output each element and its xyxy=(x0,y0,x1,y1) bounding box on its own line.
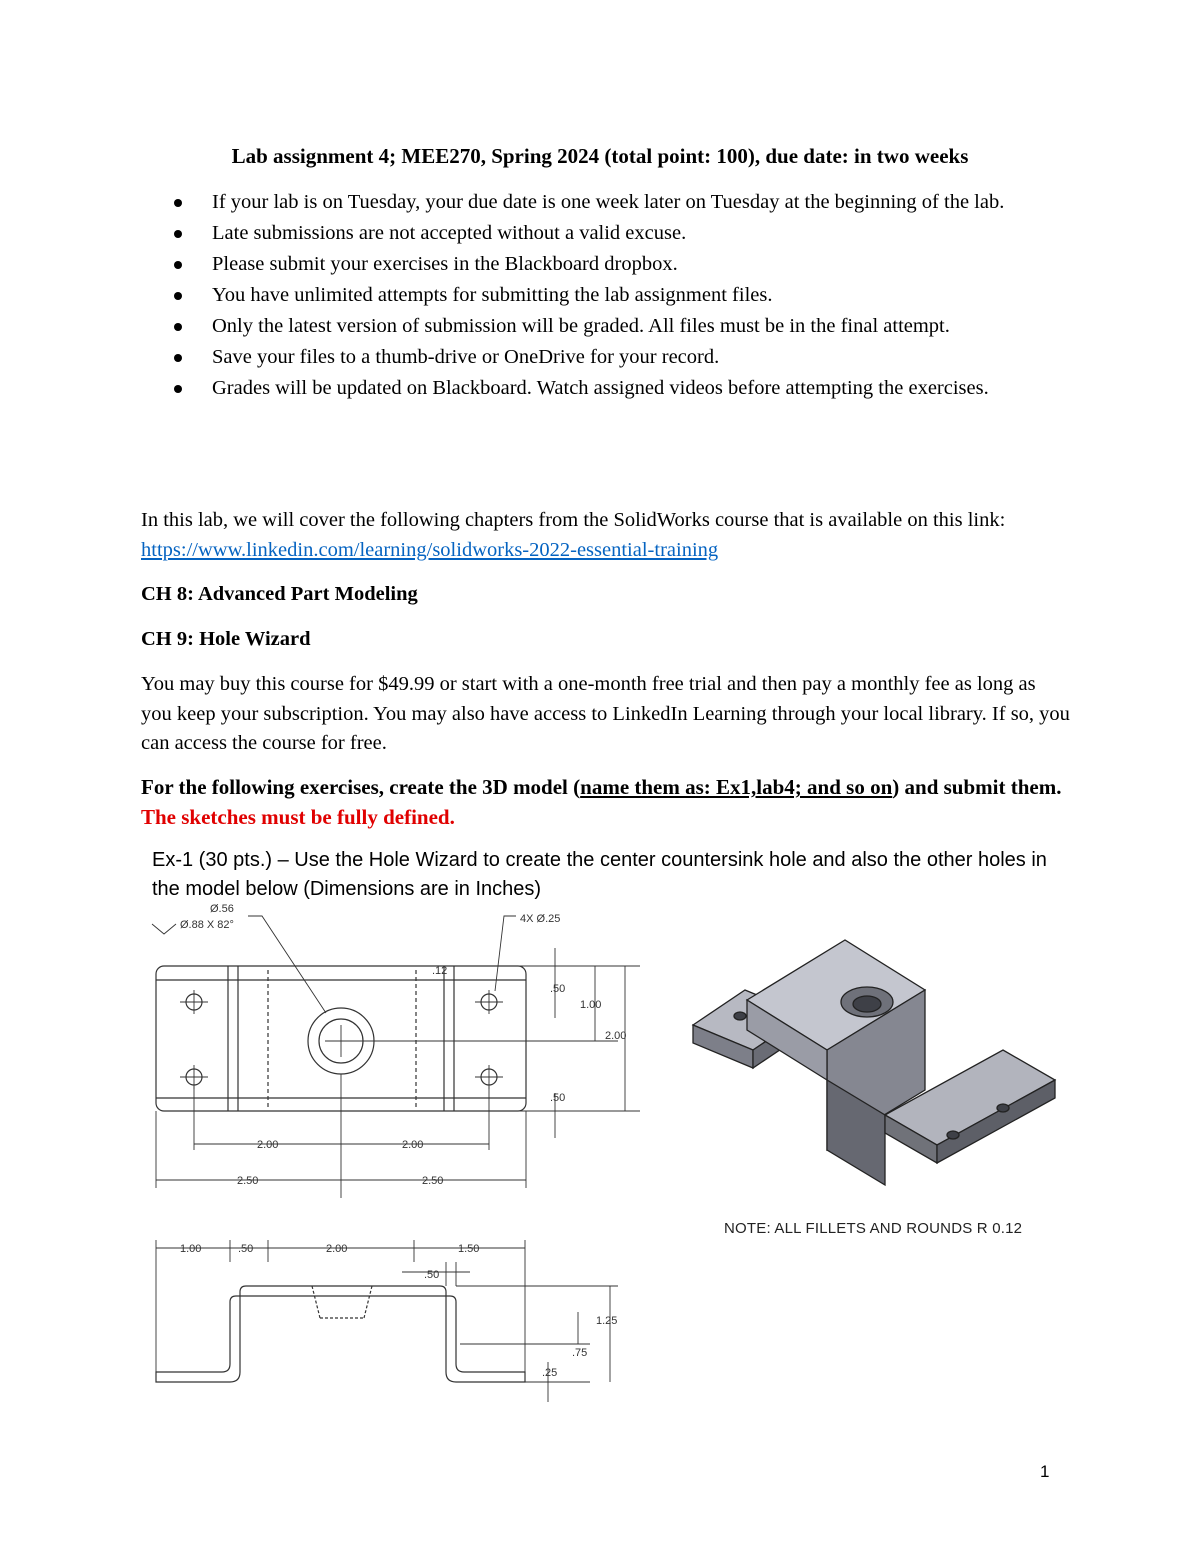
dim-bottom-half: .50 xyxy=(550,1092,566,1104)
side-dim-4: 1.50 xyxy=(458,1243,480,1255)
exercise-1-description: Ex-1 (30 pts.) – Use the Hole Wizard to create the center countersink hole and also the other holes in the model below (Dimensions are in Inches) xyxy=(152,849,1047,900)
side-dim-6: 1.25 xyxy=(596,1315,618,1327)
side-dim-3: 2.00 xyxy=(326,1243,348,1255)
callout-holes: 4X Ø.25 xyxy=(520,913,561,925)
callout-diameter: Ø.56 xyxy=(210,903,234,915)
top-view-drawing xyxy=(140,898,660,1198)
course-link[interactable]: https://www.linkedin.com/learning/solidworks-2022-essential-training xyxy=(141,538,719,561)
list-item: Grades will be updated on Blackboard. Watch assigned videos before attempting the exercises. xyxy=(172,374,1072,404)
side-dim-2: .50 xyxy=(238,1243,254,1255)
side-dim-8: .25 xyxy=(542,1367,558,1379)
exercises-heading-text-2: ) and submit them. xyxy=(892,775,1062,799)
mount-hole xyxy=(734,1012,746,1020)
isometric-part-view xyxy=(685,920,1065,1190)
dim-right-half-length: 2.50 xyxy=(422,1175,444,1187)
dim-fillet: .12 xyxy=(432,965,448,977)
exercises-heading xyxy=(141,772,1081,832)
exercises-heading-text: For the following exercises, create the 3D model ( xyxy=(141,775,581,799)
list-item: Please submit your exercises in the Blackboard dropbox. xyxy=(172,250,1072,280)
part-profile xyxy=(156,1286,525,1382)
chapter-heading-9: CH 9: Hole Wizard xyxy=(141,628,311,650)
list-item: Late submissions are not accepted without a valid excuse. xyxy=(172,219,1072,249)
intro-text: In this lab, we will cover the following chapters from the SolidWorks course that is available on this link: xyxy=(141,509,1006,531)
side-dim-1: 1.00 xyxy=(180,1243,202,1255)
dim-left-half-length: 2.50 xyxy=(237,1175,259,1187)
chapter-heading-8: CH 8: Advanced Part Modeling xyxy=(141,583,418,605)
list-item: If your lab is on Tuesday, your due date is one week later on Tuesday at the beginning of the lab. xyxy=(172,188,1072,218)
dim-right-hole-spacing: 2.00 xyxy=(402,1139,424,1151)
naming-instruction: name them as: Ex1,lab4; and so on xyxy=(580,775,893,799)
list-item: Save your files to a thumb-drive or OneDrive for your record. xyxy=(172,343,1072,373)
dim-left-hole-spacing: 2.00 xyxy=(257,1139,279,1151)
fully-defined-warning: The sketches must be fully defined. xyxy=(141,805,455,829)
dim-one-inch: 1.00 xyxy=(580,999,602,1011)
page-title: Lab assignment 4; MEE270, Spring 2024 (total point: 100), due date: in two weeks xyxy=(231,144,969,168)
instructions-list xyxy=(172,188,1072,405)
fillet-note: NOTE: ALL FILLETS AND ROUNDS R 0.12 xyxy=(724,1220,1023,1237)
list-item: You have unlimited attempts for submitting the lab assignment files. xyxy=(172,281,1072,311)
course-purchase-paragraph: You may buy this course for $49.99 or start with a one-month free trial and then pay a monthly fee as long as you keep your subscription. You may also have access to LinkedIn Learning through your local library. If so, you can access the course for free. xyxy=(141,673,1070,754)
page-number: 1 xyxy=(1040,1462,1050,1481)
callout-countersink: Ø.88 X 82° xyxy=(180,919,234,931)
mount-hole xyxy=(997,1104,1009,1112)
dim-width-vertical: 2.00 xyxy=(605,1030,627,1042)
intro-paragraph xyxy=(141,506,1071,565)
dim-top-half: .50 xyxy=(550,983,566,995)
list-item: Only the latest version of submission will be graded. All files must be in the final attempt. xyxy=(172,312,1072,342)
mount-hole xyxy=(947,1131,959,1139)
side-dim-7: .75 xyxy=(572,1347,588,1359)
side-dim-5: .50 xyxy=(424,1269,440,1281)
side-view-drawing xyxy=(140,1232,640,1407)
